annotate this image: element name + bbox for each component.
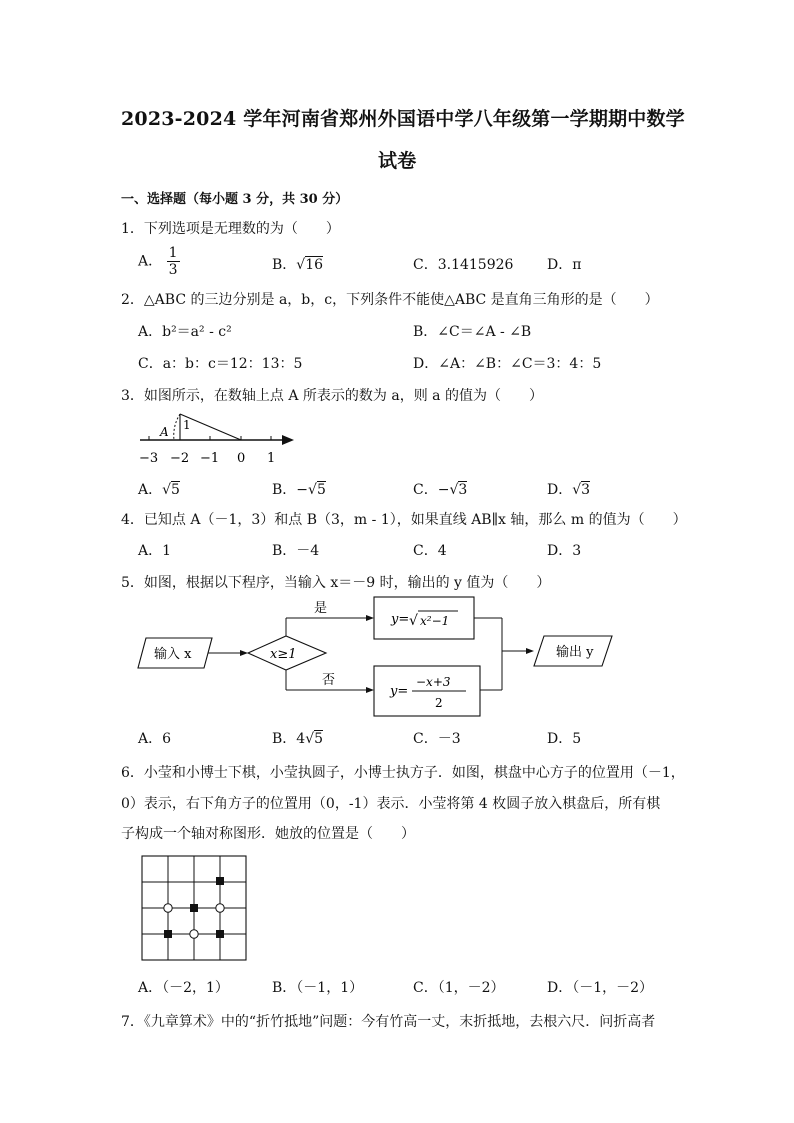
q5-option-b-label: B．4 bbox=[272, 731, 306, 747]
q1-option-a-label: A． bbox=[138, 253, 163, 270]
q3-option-a-label: A． bbox=[138, 482, 163, 498]
q3-option-a-radicand: 5 bbox=[171, 482, 180, 498]
q3-option-b-label: B．− bbox=[272, 482, 309, 498]
q3-option-c: C．−√3 bbox=[413, 482, 468, 498]
q1-fraction-denominator: 3 bbox=[168, 262, 178, 278]
q6-option-a: A．（－2，1） bbox=[138, 980, 229, 996]
q3-option-d: D．√3 bbox=[547, 482, 591, 498]
q2-option-d: D．∠A：∠B：∠C＝3：4：5 bbox=[413, 356, 602, 372]
q4-option-a: A．1 bbox=[138, 543, 172, 559]
square-piece bbox=[190, 904, 198, 912]
q1-option-d: D．π bbox=[547, 257, 582, 273]
sqrt-symbol: √ bbox=[409, 613, 418, 629]
q2-option-a: A．b²＝a² - c² bbox=[138, 324, 232, 340]
q4-option-b: B．－4 bbox=[272, 543, 320, 559]
tick-label: 1 bbox=[267, 451, 276, 466]
q6-option-d: D．（－1，－2） bbox=[547, 980, 654, 996]
q6-option-b: B．（－1，1） bbox=[272, 980, 364, 996]
formula-no-lhs: y= bbox=[390, 684, 409, 699]
flow-no-label: 否 bbox=[322, 673, 336, 688]
q5-option-b-radicand: 5 bbox=[314, 731, 324, 747]
question-4-stem: 4．已知点 A（－1，3）和点 B（3，m - 1），如果直线 AB∥x 轴，那么 m 的值为（ ） bbox=[121, 512, 687, 528]
q3-option-d-radicand: 3 bbox=[581, 482, 591, 498]
formula-no-denominator: 2 bbox=[435, 696, 443, 710]
round-piece bbox=[216, 904, 224, 912]
section-header: 一、选择题（每小题 3 分，共 30 分） bbox=[121, 192, 349, 207]
tick-label: 0 bbox=[237, 451, 246, 466]
flow-input-label: 输入 x bbox=[154, 647, 192, 662]
q2-option-b: B．∠C＝∠A - ∠B bbox=[413, 324, 532, 340]
q3-option-d-label: D． bbox=[547, 482, 573, 498]
q5-option-b: B．4√5 bbox=[272, 731, 324, 747]
triangle-height-label: 1 bbox=[183, 418, 191, 432]
round-piece bbox=[190, 930, 198, 938]
q3-option-a: A．√5 bbox=[138, 482, 180, 498]
tick-label: −2 bbox=[170, 451, 190, 466]
round-piece bbox=[164, 904, 172, 912]
formula-yes-radicand: x²−1 bbox=[420, 614, 450, 628]
question-6-line3: 子构成一个轴对称图形．她放的位置是（ ） bbox=[121, 826, 415, 842]
q6-option-c: C．（1，－2） bbox=[413, 980, 505, 996]
q3-option-c-label: C．− bbox=[413, 482, 450, 498]
q1-option-b-label: B． bbox=[272, 257, 297, 273]
question-2-stem: 2．△ABC 的三边分别是 a，b，c，下列条件不能使△ABC 是直角三角形的是（ ） bbox=[121, 292, 659, 308]
page-title-line2: 试卷 bbox=[378, 150, 417, 172]
q1-option-a bbox=[138, 245, 180, 278]
q3-option-b-radicand: 5 bbox=[316, 482, 326, 498]
q1-fraction-numerator: 1 bbox=[168, 245, 178, 261]
square-piece bbox=[164, 930, 172, 938]
formula-yes-lhs: y= bbox=[391, 612, 410, 627]
q4-option-d: D．3 bbox=[547, 543, 582, 559]
page-title: 2023-2024 学年河南省郑州外国语中学八年级第一学期期中数学 bbox=[121, 108, 685, 130]
number-line-figure bbox=[136, 410, 306, 468]
flow-yes-label: 是 bbox=[314, 601, 328, 616]
question-6-line1: 6．小莹和小博士下棋，小莹执圆子，小博士执方子．如图，棋盘中心方子的位置用（－1， bbox=[121, 765, 685, 781]
q4-option-c: C．4 bbox=[413, 543, 447, 559]
question-3-stem: 3．如图所示，在数轴上点 A 所表示的数为 a，则 a 的值为（ ） bbox=[121, 388, 543, 404]
square-piece bbox=[216, 930, 224, 938]
chessboard-figure bbox=[136, 850, 252, 962]
question-1-stem: 1．下列选项是无理数的为（ ） bbox=[121, 221, 340, 237]
formula-no-numerator: −x+3 bbox=[416, 675, 451, 689]
q1-option-b: B．√16 bbox=[272, 257, 324, 273]
question-5-stem: 5．如图，根据以下程序，当输入 x＝－9 时，输出的 y 值为（ ） bbox=[121, 575, 551, 591]
question-6-line2: 0）表示，右下角方子的位置用（0，-1）表示．小莹将第 4 枚圆子放入棋盘后，所有棋 bbox=[121, 796, 661, 812]
q2-option-c: C．a：b：c＝12：13：5 bbox=[138, 356, 303, 372]
question-7-line1: 7．《九章算术》中的“折竹抵地”问题：今有竹高一丈，末折抵地，去根六尺．问折高者 bbox=[121, 1014, 656, 1030]
flow-output-label: 输出 y bbox=[556, 645, 594, 660]
q3-option-b: B．−√5 bbox=[272, 482, 326, 498]
flowchart-figure bbox=[136, 594, 616, 722]
tick-label: −3 bbox=[139, 451, 159, 466]
point-a-label: A bbox=[160, 425, 169, 439]
q5-option-d: D．5 bbox=[547, 731, 582, 747]
q3-option-c-radicand: 3 bbox=[458, 482, 468, 498]
square-piece bbox=[216, 877, 224, 885]
q5-option-c: C．－3 bbox=[413, 731, 461, 747]
q5-option-a: A．6 bbox=[138, 731, 172, 747]
q1-option-b-radicand: 16 bbox=[305, 257, 324, 273]
tick-label: −1 bbox=[200, 451, 220, 466]
q1-option-c: C．3.1415926 bbox=[413, 257, 514, 273]
flow-condition: x≥1 bbox=[270, 647, 297, 662]
